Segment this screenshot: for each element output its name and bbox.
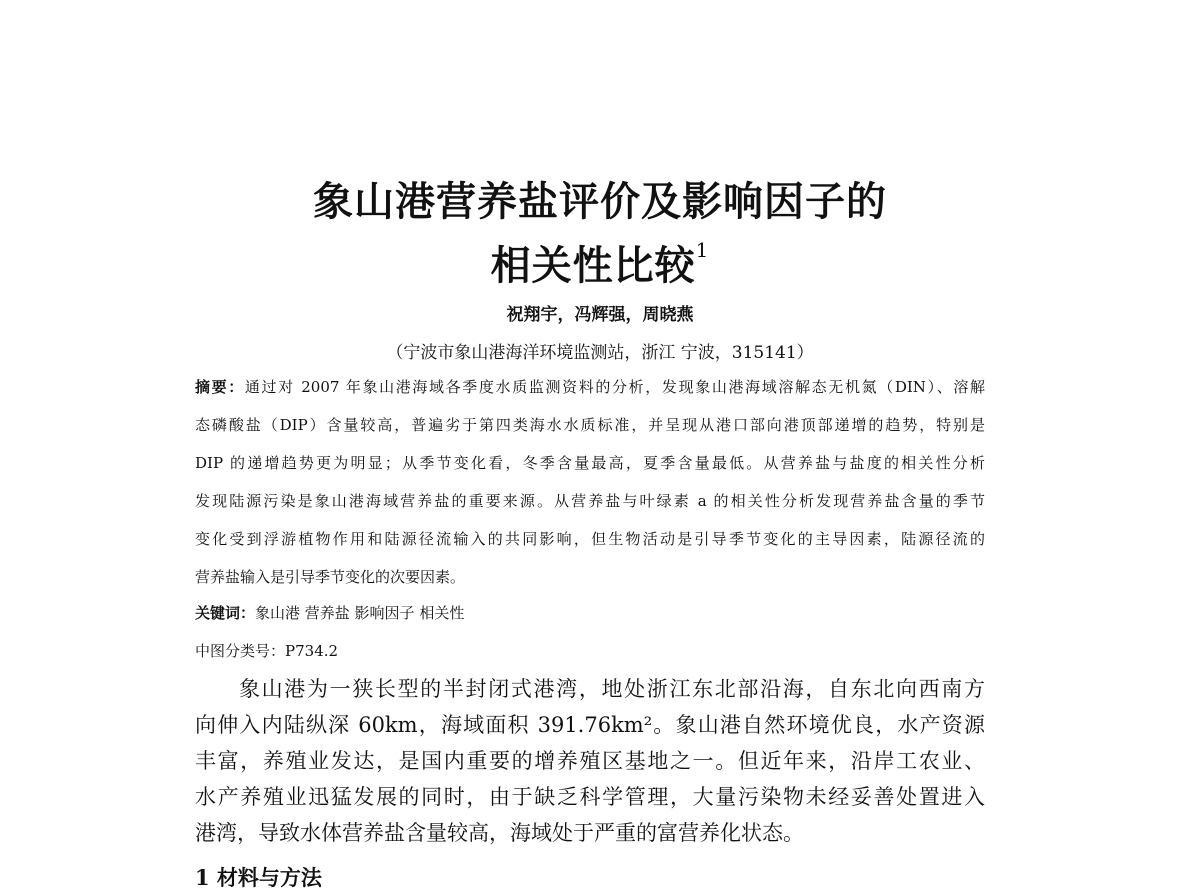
keywords-label: 关键词： <box>195 604 256 622</box>
abstract-line: 变化受到浮游植物作用和陆源径流输入的共同影响，但生物活动是引导季节变化的主导因素，陆源径流的 <box>195 530 985 548</box>
body-line: 象山港为一狭长型的半封闭式港湾，地处浙江东北部沿海，自东北向西南方 <box>239 677 985 701</box>
abstract-line: 发现陆源污染是象山港海域营养盐的重要来源。从营养盐与叶绿素 a 的相关性分析发现营养盐含量的季节 <box>195 492 985 510</box>
paper-title-line-1: 象山港营养盐评价及影响因子的 <box>313 178 887 225</box>
classification-number <box>195 640 338 661</box>
clc-value: P734.2 <box>285 642 339 660</box>
abstract-label: 摘要： <box>195 378 245 396</box>
abstract-text: 通过对 2007 年象山港海域各季度水质监测资料的分析，发现象山港海域溶解态无机氮（DIN）、溶解 <box>244 378 985 396</box>
abstract-line: 营养盐输入是引导季节变化的次要因素。 <box>195 568 466 586</box>
body-line: 丰富，养殖业发达，是国内重要的增养殖区基地之一。但近年来，沿岸工农业、 <box>195 749 985 773</box>
paper-title-line-2 <box>0 234 1200 291</box>
body-paragraph <box>195 671 985 851</box>
body-line: 港湾，导致水体营养盐含量较高，海域处于严重的富营养化状态。 <box>195 821 804 845</box>
authors: 祝翔宇，冯辉强，周晓燕 <box>506 305 694 325</box>
paper-title-text: 相关性比较 <box>490 242 696 289</box>
clc-label: 中图分类号： <box>195 642 286 660</box>
keywords-value: 象山港 营养盐 影响因子 相关性 <box>255 604 465 622</box>
abstract-line: DIP 的递增趋势更为明显；从季节变化看，冬季含量最高，夏季含量最低。从营养盐与盐度的相关性分析 <box>195 454 985 472</box>
footnote-mark: 1 <box>695 238 710 262</box>
section-heading: 1 材料与方法 <box>195 865 322 890</box>
keywords <box>195 602 464 623</box>
affiliation: （宁波市象山港海洋环境监测站，浙江 宁波，315141） <box>386 343 814 363</box>
body-line: 向伸入内陆纵深 60km，海域面积 391.76km²。象山港自然环境优良，水产资源 <box>195 713 985 737</box>
abstract-line <box>195 368 985 406</box>
abstract <box>195 368 985 596</box>
abstract-line: 态磷酸盐（DIP）含量较高，普遍劣于第四类海水水质标准，并呈现从港口部向港顶部递增的趋势，特别是 <box>195 416 985 434</box>
body-line: 水产养殖业迅猛发展的同时，由于缺乏科学管理，大量污染物未经妥善处置进入 <box>195 785 985 809</box>
